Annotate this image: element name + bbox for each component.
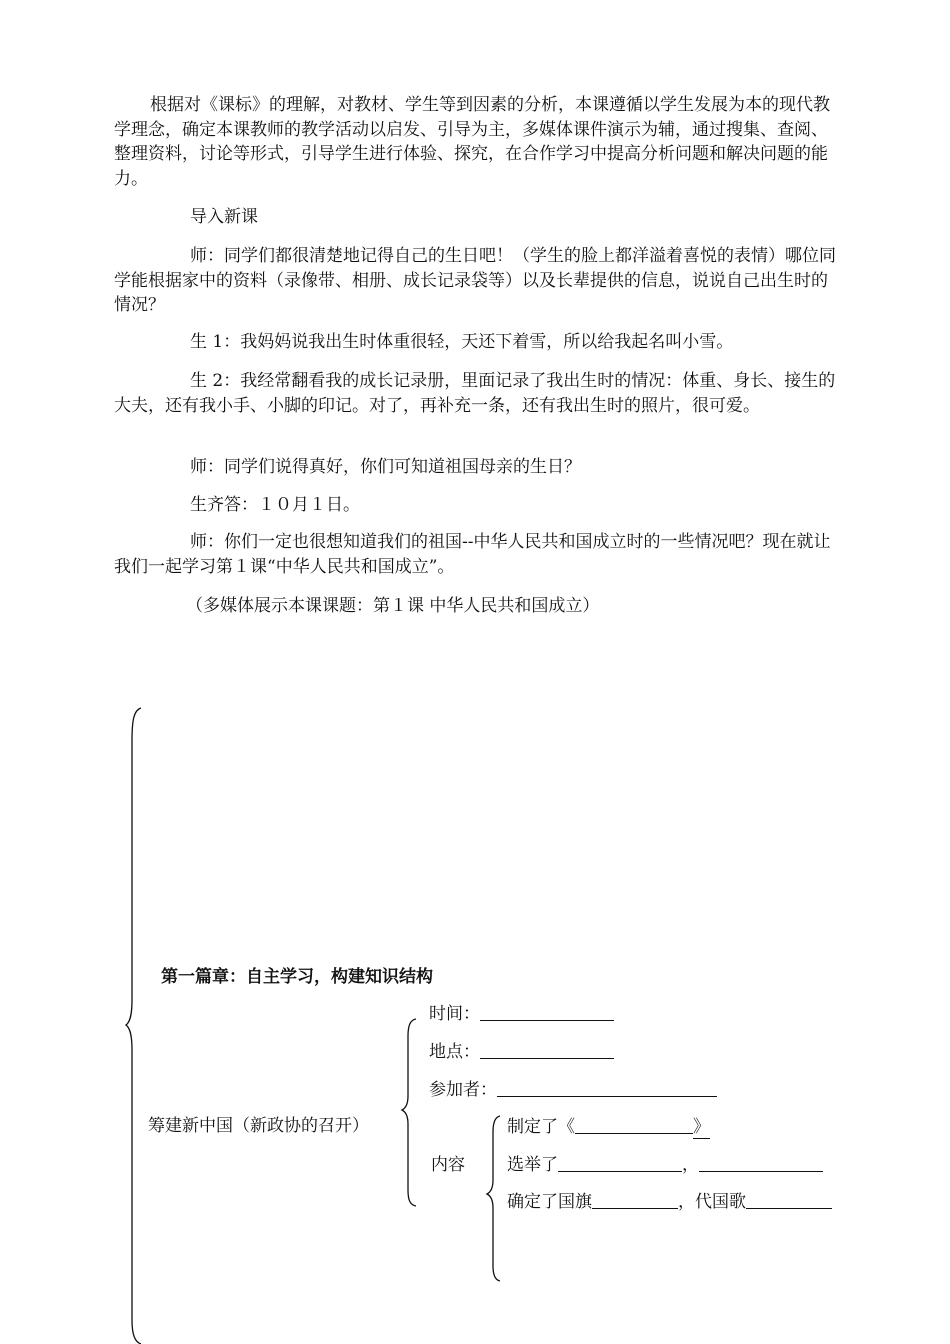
flag-blank[interactable] <box>592 1192 678 1209</box>
participants-label: 参加者： <box>429 1080 497 1100</box>
anthem-prefix: ，代国歌 <box>678 1192 746 1212</box>
teacher-question-paragraph: 师：同学们都很清楚地记得自己的生日吧！（学生的脸上都洋溢着喜悦的表情）哪位同学能根据家中的资料（录像带、相册、成长记录袋等）以及长辈提供的信息，说说自己出生时的情况？ <box>114 246 836 315</box>
content-brace <box>487 1116 500 1281</box>
section-heading-lead-in: 导入新课 <box>190 207 258 227</box>
content-label: 内容 <box>431 1155 465 1175</box>
place-label: 地点： <box>429 1042 480 1062</box>
class-answer: 生齐答：１０月１日。 <box>190 495 360 515</box>
elected-row <box>507 1154 823 1176</box>
topic-brace <box>402 1019 416 1206</box>
teacher-question-birthday: 师：同学们说得真好，你们可知道祖国母亲的生日？ <box>190 457 581 477</box>
document-name-blank[interactable] <box>575 1117 693 1134</box>
student1-answer: 生 1：我妈妈说我出生时体重很轻，天还下着雪，所以给我起名叫小雪。 <box>190 332 734 352</box>
student2-answer: 生 2：我经常翻看我的成长记录册，里面记录了我出生时的情况：体重、身长、接生的大夫，还有我小手、小脚的印记。对了，再补充一条，还有我出生时的照片，很可爱。 <box>114 371 836 416</box>
flag-anthem-row <box>507 1191 832 1213</box>
multimedia-note: （多媒体展示本课课题：第１课 中华人民共和国成立） <box>186 596 600 616</box>
outline-topic: 筹建新中国（新政协的召开） <box>148 1116 369 1136</box>
time-row <box>429 1003 614 1025</box>
participants-blank[interactable] <box>497 1080 717 1097</box>
formulate-row <box>507 1116 710 1139</box>
main-brace <box>126 708 141 1344</box>
participants-row <box>429 1079 717 1101</box>
time-blank[interactable] <box>480 1004 614 1021</box>
elected-comma: ， <box>682 1155 699 1175</box>
anthem-blank[interactable] <box>746 1192 832 1209</box>
elected-blank-1[interactable] <box>558 1155 682 1172</box>
flag-prefix: 确定了国旗 <box>507 1192 592 1212</box>
chapter-title: 第一篇章：自主学习，构建知识结构 <box>161 967 433 987</box>
formulate-suffix: 》 <box>693 1117 710 1137</box>
elected-prefix: 选举了 <box>507 1155 558 1175</box>
formulate-prefix: 制定了《 <box>507 1117 575 1137</box>
elected-blank-2[interactable] <box>699 1155 823 1172</box>
intro-paragraph: 根据对《课标》的理解，对教材、学生等到因素的分析，本课遵循以学生发展为本的现代教学理念，确定本课教师的教学活动以启发、引导为主，多媒体课件演示为辅，通过搜集、查阅、整理资料，讨论等形式，引导学生进行体验、探究，在合作学习中提高分析问题和解决问题的能力。 <box>114 95 830 189</box>
teacher-intro-lesson: 师：你们一定也很想知道我们的祖国--中华人民共和国成立时的一些情况吧？现在就让我们一起学习第１课“中华人民共和国成立”。 <box>114 532 831 577</box>
time-label: 时间： <box>429 1004 480 1024</box>
place-blank[interactable] <box>480 1042 614 1059</box>
place-row <box>429 1041 614 1063</box>
